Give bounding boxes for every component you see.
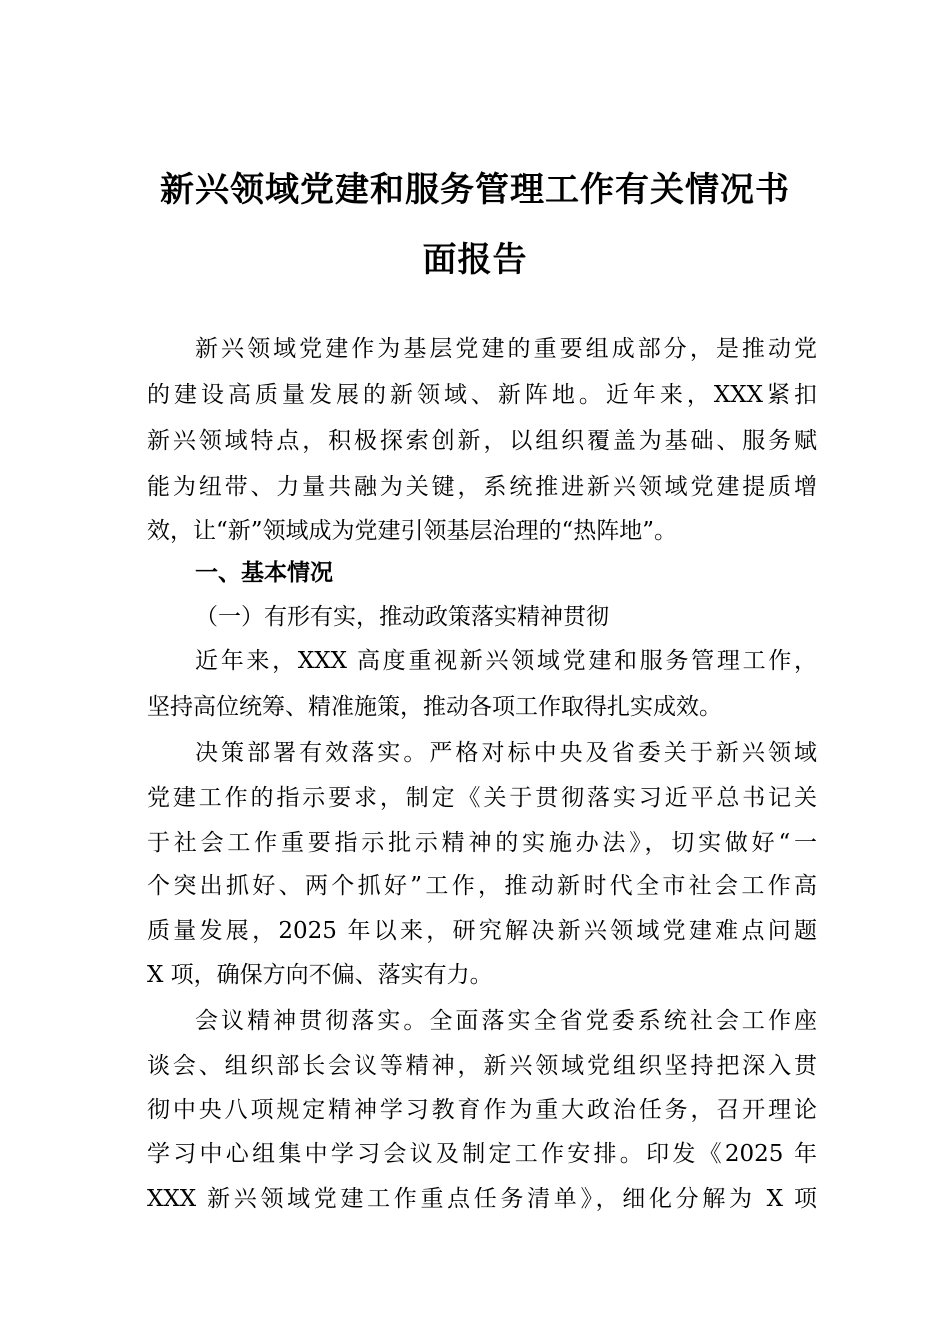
paragraph-1-line-5: 效，让“新”领域成为党建引领基层治理的“热阵地”。 [147,518,678,544]
paragraph-2-line-2: 坚持高位统筹、精准施策，推动各项工作取得扎实成效。 [147,694,722,720]
paragraph-3-line-2: 党建工作的指示要求，制定《关于贯彻落实习近平总书记关 [147,785,817,811]
paragraph-1-line-2: 的建设高质量发展的新领域、新阵地。近年来，XXX紧扣 [147,382,817,408]
subsection-heading-1: （一）有形有实，推动政策落实精神贯彻 [195,604,609,630]
paragraph-3-line-5: 质量发展，2025 年以来，研究解决新兴领域党建难点问题 [147,918,817,944]
paragraph-1-line-4: 能为纽带、力量共融为关键，系统推进新兴领域党建提质增 [147,474,817,500]
paragraph-1-line-3: 新兴领域特点，积极探索创新，以组织覆盖为基础、服务赋 [147,428,817,454]
paragraph-3-line-3: 于社会工作重要指示批示精神的实施办法》，切实做好“一 [147,830,817,856]
paragraph-3-line-4: 个突出抓好、两个抓好”工作，推动新时代全市社会工作高 [147,873,817,899]
paragraph-4-line-2: 谈会、组织部长会议等精神，新兴领域党组织坚持把深入贯 [147,1053,817,1079]
paragraph-3-line-1: 决策部署有效落实。严格对标中央及省委关于新兴领域 [195,740,817,766]
paragraph-3-line-6: X 项，确保方向不偏、落实有力。 [147,962,493,988]
paragraph-2-line-1: 近年来，XXX 高度重视新兴领域党建和服务管理工作， [195,648,817,674]
paragraph-4-line-4: 学习中心组集中学习会议及制定工作安排。印发《2025 年 [147,1141,817,1167]
document-title-line-1: 新兴领域党建和服务管理工作有关情况书 [160,170,790,210]
document-title-line-2: 面报告 [422,240,528,280]
paragraph-4-line-3: 彻中央八项规定精神学习教育作为重大政治任务，召开理论 [147,1097,817,1123]
paragraph-4-line-1: 会议精神贯彻落实。全面落实全省党委系统社会工作座 [195,1008,817,1034]
section-heading-1: 一、基本情况 [195,560,333,586]
paragraph-4-line-5: XXX 新兴领域党建工作重点任务清单》，细化分解为 X 项 [147,1186,817,1212]
paragraph-1-line-1: 新兴领域党建作为基层党建的重要组成部分，是推动党 [195,336,817,362]
